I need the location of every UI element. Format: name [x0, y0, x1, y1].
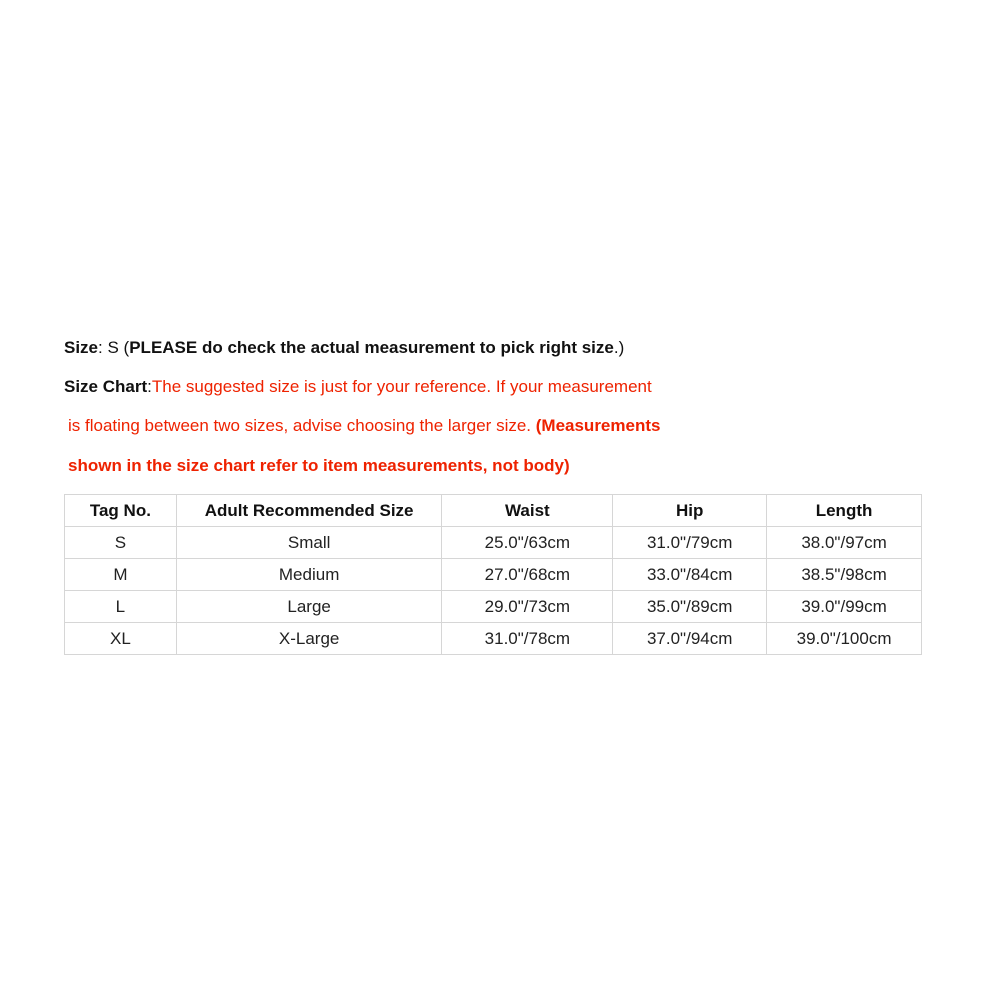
header-tag-no: Tag No.	[65, 495, 177, 527]
cell-length: 39.0"/100cm	[767, 623, 922, 655]
size-chart-text-2: is floating between two sizes, advise choosing the larger size.	[68, 416, 536, 435]
cell-hip: 37.0"/94cm	[613, 623, 767, 655]
cell-waist: 29.0"/73cm	[442, 591, 613, 623]
cell-tag: L	[65, 591, 177, 623]
size-label: Size	[64, 338, 99, 357]
size-chart-separator: :	[147, 377, 152, 396]
size-chart-text-1: The suggested size is just for your reference. If your measurement	[151, 377, 652, 396]
cell-hip: 33.0"/84cm	[613, 559, 767, 591]
table-header-row	[65, 495, 922, 527]
cell-tag: S	[65, 527, 177, 559]
size-chart-bold-1: (Measurements	[535, 416, 661, 435]
size-value: S	[107, 338, 119, 357]
cell-hip: 31.0"/79cm	[613, 527, 767, 559]
size-table	[64, 494, 922, 655]
header-waist: Waist	[442, 495, 613, 527]
table-row	[65, 527, 922, 559]
size-note-open: (	[118, 338, 130, 357]
size-chart-bold-2: shown in the size chart refer to item measurements, not body)	[68, 456, 570, 475]
header-length: Length	[767, 495, 922, 527]
cell-size: Small	[176, 527, 442, 559]
cell-waist: 25.0"/63cm	[442, 527, 613, 559]
cell-tag: M	[65, 559, 177, 591]
cell-hip: 35.0"/89cm	[613, 591, 767, 623]
size-chart-intro-line-2	[68, 416, 660, 436]
cell-waist: 31.0"/78cm	[442, 623, 613, 655]
header-recommended-size: Adult Recommended Size	[176, 495, 442, 527]
size-chart-intro-line-1	[64, 377, 652, 397]
cell-size: Medium	[176, 559, 442, 591]
cell-size: Large	[176, 591, 442, 623]
size-note-close: .)	[613, 338, 625, 357]
table-row	[65, 623, 922, 655]
size-chart-intro-line-3	[68, 456, 570, 476]
table-row	[65, 559, 922, 591]
size-separator: :	[98, 338, 108, 357]
size-line	[64, 338, 624, 358]
table-row	[65, 591, 922, 623]
cell-waist: 27.0"/68cm	[442, 559, 613, 591]
cell-tag: XL	[65, 623, 177, 655]
header-hip: Hip	[613, 495, 767, 527]
cell-length: 38.5"/98cm	[767, 559, 922, 591]
size-note: PLEASE do check the actual measurement to pick right size	[129, 338, 614, 357]
size-chart-label: Size Chart	[64, 377, 148, 396]
cell-length: 39.0"/99cm	[767, 591, 922, 623]
cell-size: X-Large	[176, 623, 442, 655]
cell-length: 38.0"/97cm	[767, 527, 922, 559]
